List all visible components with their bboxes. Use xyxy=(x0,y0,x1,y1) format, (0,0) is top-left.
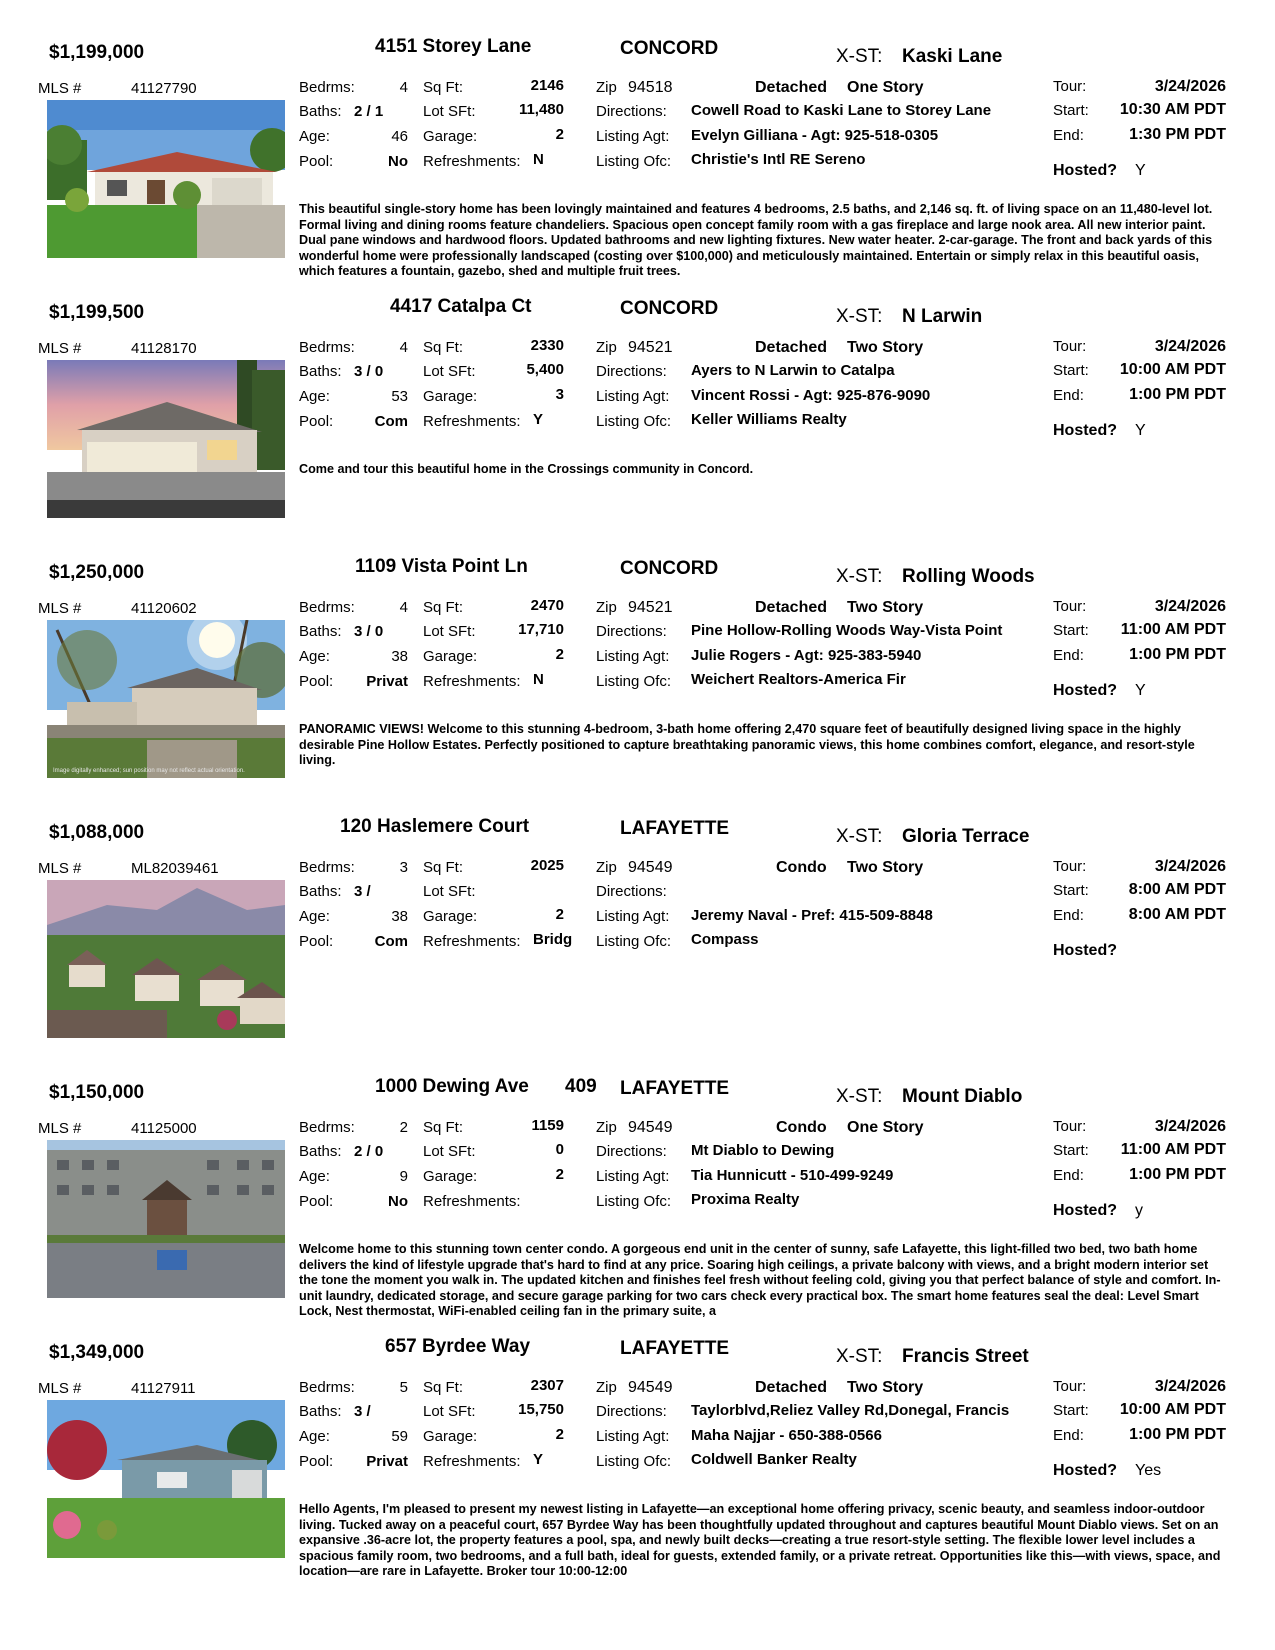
refreshments-label: Refreshments: xyxy=(423,153,521,170)
garage-label: Garage: xyxy=(423,648,478,665)
listing-price: $1,088,000 xyxy=(49,822,145,843)
listing-address: 4417 Catalpa Ct xyxy=(390,296,532,317)
age-value: 46 xyxy=(391,128,408,145)
refreshments-value: Bridg xyxy=(533,931,573,948)
hosted-label: Hosted? xyxy=(1053,1202,1117,1219)
listing-office-label: Listing Ofc: xyxy=(596,153,672,170)
lot-sqft-label: Lot SFt: xyxy=(423,363,476,380)
end-label: End: xyxy=(1053,647,1084,664)
lot-sqft-value: 11,480 xyxy=(518,101,564,118)
listing-city: LAFAYETTE xyxy=(620,1078,730,1099)
pool-value: Com xyxy=(374,413,408,430)
tour-date: 3/24/2026 xyxy=(1154,78,1226,95)
zip-value: 94549 xyxy=(628,1379,673,1396)
directions-label: Directions: xyxy=(596,363,667,380)
garage-value: 2 xyxy=(555,126,564,143)
start-label: Start: xyxy=(1053,882,1089,899)
directions-value: Pine Hollow-Rolling Woods Way-Vista Point xyxy=(691,622,1003,639)
listing-2 xyxy=(0,292,1275,552)
start-time: 8:00 AM PDT xyxy=(1128,881,1226,898)
mls-number: 41127911 xyxy=(131,1380,196,1397)
lot-sqft-value: 15,750 xyxy=(518,1401,564,1418)
end-label: End: xyxy=(1053,1167,1084,1184)
cross-street: Rolling Woods xyxy=(902,566,1035,587)
lot-sqft-label: Lot SFt: xyxy=(423,1403,476,1420)
property-type: Detached xyxy=(755,339,828,356)
listing-city: CONCORD xyxy=(620,298,719,319)
zip-value: 94518 xyxy=(628,79,673,96)
directions-value: Ayers to N Larwin to Catalpa xyxy=(691,362,895,379)
zip-value: 94549 xyxy=(628,1119,673,1136)
hosted-label: Hosted? xyxy=(1053,942,1117,959)
listing-agent-label: Listing Agt: xyxy=(596,128,670,145)
listing-price: $1,150,000 xyxy=(49,1082,145,1103)
listing-description: Hello Agents, I'm pleased to present my newest listing in Lafayette—an exceptional home offering privacy, scenic beauty, and seamless indoor-outdoor living. Tucked away on a peaceful court, 657 Byrdee Way has been thoughtfully updated throughout and captures beautiful Mount Diablo views. Set on an expansive .36-acre lot, the property features a pool, spa, and newly built decks—creating a true resort-style setting. The flexible lower level includes a spacious family room, two bedrooms, and a full bath, ideal for guests, extended family, or a private retreat. Opportunities like this—with views, space, and location—are rare in Lafayette. Broker tour 10:00-12:00 xyxy=(299,1502,1221,1579)
listing-agent-label: Listing Agt: xyxy=(596,1168,670,1185)
bedrooms-value: 2 xyxy=(399,1119,408,1136)
listing-address: 1000 Dewing Ave xyxy=(375,1076,529,1097)
bedrooms-value: 3 xyxy=(399,859,408,876)
refreshments-label: Refreshments: xyxy=(423,1453,521,1470)
baths-label: Baths: xyxy=(299,103,342,120)
cross-street-label: X-ST: xyxy=(836,1346,883,1367)
bedrooms-value: 4 xyxy=(399,339,408,356)
start-label: Start: xyxy=(1053,622,1089,639)
start-time: 11:00 AM PDT xyxy=(1120,1141,1226,1158)
sqft-label: Sq Ft: xyxy=(423,79,464,96)
directions-label: Directions: xyxy=(596,883,667,900)
sqft-label: Sq Ft: xyxy=(423,859,464,876)
tour-label: Tour: xyxy=(1053,858,1087,875)
listing-address: 4151 Storey Lane xyxy=(375,36,532,57)
listing-agent-value: Vincent Rossi - Agt: 925-876-9090 xyxy=(691,387,931,404)
pool-label: Pool: xyxy=(299,1453,334,1470)
listing-city: CONCORD xyxy=(620,38,719,59)
zip-label: Zip xyxy=(596,859,617,876)
pool-label: Pool: xyxy=(299,413,334,430)
start-time: 11:00 AM PDT xyxy=(1120,621,1226,638)
hosted-value: y xyxy=(1135,1202,1143,1219)
listing-5 xyxy=(0,1072,1275,1332)
mls-number: 41127790 xyxy=(131,80,197,97)
hosted-label: Hosted? xyxy=(1053,162,1117,179)
hosted-label: Hosted? xyxy=(1053,1462,1117,1479)
listing-agent-value: Evelyn Gilliana - Agt: 925-518-0305 xyxy=(691,127,939,144)
start-label: Start: xyxy=(1053,1402,1089,1419)
baths-label: Baths: xyxy=(299,363,342,380)
listing-office-value: Coldwell Banker Realty xyxy=(691,1451,857,1468)
age-label: Age: xyxy=(299,388,330,405)
tour-date: 3/24/2026 xyxy=(1154,598,1226,615)
bedrooms-label: Bedrms: xyxy=(299,859,355,876)
pool-label: Pool: xyxy=(299,673,334,690)
directions-value: Taylorblvd,Reliez Valley Rd,Donegal, Francis xyxy=(691,1402,1010,1419)
cross-street: Mount Diablo xyxy=(902,1086,1023,1107)
listing-office-label: Listing Ofc: xyxy=(596,413,672,430)
refreshments-value: N xyxy=(533,151,544,168)
listing-city: LAFAYETTE xyxy=(620,1338,730,1359)
lot-sqft-value: 0 xyxy=(555,1141,564,1158)
sqft-value: 2307 xyxy=(530,1377,564,1394)
lot-sqft-label: Lot SFt: xyxy=(423,103,476,120)
refreshments-label: Refreshments: xyxy=(423,413,521,430)
zip-label: Zip xyxy=(596,1119,617,1136)
hosted-label: Hosted? xyxy=(1053,422,1117,439)
mls-number: 41120602 xyxy=(131,600,197,617)
baths-label: Baths: xyxy=(299,1143,342,1160)
cross-street: Gloria Terrace xyxy=(902,826,1030,847)
listing-description: Welcome home to this stunning town center condo. A gorgeous end unit in the center of sunny, safe Lafayette, this light-filled two bed, two bath home delivers the kind of lifestyle upgrade that's hard to find at any price. Soaring high ceilings, a private balcony with views, and a bright modern interior set the tone the moment you walk in. The updated kitchen and finishes feel fresh without feeling cold, giving you that perfect balance of style and comfort. In-unit laundry, dedicated storage, and secure garage parking for two cars check every practical box. The smart home features seal the deal: Level Smart Lock, Nest thermostat, WiFi-enabled ceiling fan in the primary suite, a xyxy=(299,1242,1221,1319)
pool-value: No xyxy=(388,153,408,170)
refreshments-value: Y xyxy=(533,411,544,428)
baths-label: Baths: xyxy=(299,623,342,640)
garage-value: 2 xyxy=(555,646,564,663)
directions-label: Directions: xyxy=(596,1403,667,1420)
listing-4 xyxy=(0,812,1275,1072)
directions-value: Mt Diablo to Dewing xyxy=(691,1142,835,1159)
zip-value: 94549 xyxy=(628,859,673,876)
zip-value: 94521 xyxy=(628,339,673,356)
hosted-value: Y xyxy=(1135,422,1146,439)
lot-sqft-label: Lot SFt: xyxy=(423,1143,476,1160)
listing-address: 1109 Vista Point Ln xyxy=(355,556,528,577)
bedrooms-label: Bedrms: xyxy=(299,1379,355,1396)
zip-label: Zip xyxy=(596,599,617,616)
property-stories: Two Story xyxy=(847,1379,924,1396)
listing-office-label: Listing Ofc: xyxy=(596,933,672,950)
listing-agent-value: Maha Najjar - 650-388-0566 xyxy=(691,1427,882,1444)
listing-office-label: Listing Ofc: xyxy=(596,673,672,690)
sqft-label: Sq Ft: xyxy=(423,599,464,616)
age-value: 38 xyxy=(391,648,408,665)
property-type: Detached xyxy=(755,599,828,616)
age-value: 38 xyxy=(391,908,408,925)
directions-value: Cowell Road to Kaski Lane to Storey Lane xyxy=(691,102,992,119)
property-type: Detached xyxy=(755,79,828,96)
listing-price: $1,199,500 xyxy=(49,302,145,323)
pool-label: Pool: xyxy=(299,1193,334,1210)
mls-label: MLS # xyxy=(38,860,82,877)
listing-description: PANORAMIC VIEWS! Welcome to this stunning 4-bedroom, 3-bath home offering 2,470 square feet of beautifully designed living space in the highly desirable Pine Hollow Estates. Perfectly positioned to capture breathtaking panoramic views, this home combines comfort, elegance, and resort-style living. xyxy=(299,722,1195,768)
age-label: Age: xyxy=(299,648,330,665)
cross-street-label: X-ST: xyxy=(836,46,883,67)
garage-label: Garage: xyxy=(423,388,478,405)
tour-date: 3/24/2026 xyxy=(1154,338,1226,355)
tour-date: 3/24/2026 xyxy=(1154,1118,1226,1135)
pool-label: Pool: xyxy=(299,153,334,170)
sqft-label: Sq Ft: xyxy=(423,1119,464,1136)
end-label: End: xyxy=(1053,907,1084,924)
cross-street: Kaski Lane xyxy=(902,46,1003,67)
listing-photo xyxy=(47,360,285,518)
listing-price: $1,250,000 xyxy=(49,562,145,583)
zip-label: Zip xyxy=(596,339,617,356)
listing-agent-label: Listing Agt: xyxy=(596,648,670,665)
pool-value: No xyxy=(388,1193,408,1210)
sqft-value: 2146 xyxy=(530,77,564,94)
bedrooms-value: 4 xyxy=(399,599,408,616)
cross-street-label: X-ST: xyxy=(836,306,883,327)
sqft-value: 2330 xyxy=(530,337,564,354)
pool-value: Com xyxy=(374,933,408,950)
tour-label: Tour: xyxy=(1053,78,1087,95)
cross-street-label: X-ST: xyxy=(836,1086,883,1107)
listing-photo xyxy=(47,1140,285,1298)
garage-label: Garage: xyxy=(423,1168,478,1185)
baths-label: Baths: xyxy=(299,883,342,900)
start-time: 10:30 AM PDT xyxy=(1119,101,1226,118)
listing-photo xyxy=(47,1400,285,1558)
mls-label: MLS # xyxy=(38,340,82,357)
bedrooms-label: Bedrms: xyxy=(299,599,355,616)
zip-label: Zip xyxy=(596,1379,617,1396)
mls-number: 41125000 xyxy=(131,1120,197,1137)
end-time: 8:00 AM PDT xyxy=(1128,906,1226,923)
baths-value: 3 / xyxy=(354,1403,371,1420)
listing-agent-value: Tia Hunnicutt - 510-499-9249 xyxy=(691,1167,894,1184)
end-time: 1:00 PM PDT xyxy=(1129,646,1226,663)
listing-agent-value: Julie Rogers - Agt: 925-383-5940 xyxy=(691,647,922,664)
lot-sqft-value: 5,400 xyxy=(526,361,564,378)
garage-label: Garage: xyxy=(423,908,478,925)
listing-photo xyxy=(47,620,285,778)
hosted-value: Y xyxy=(1135,162,1146,179)
refreshments-label: Refreshments: xyxy=(423,1193,521,1210)
bedrooms-value: 4 xyxy=(399,79,408,96)
sqft-value: 2470 xyxy=(530,597,564,614)
age-label: Age: xyxy=(299,128,330,145)
end-label: End: xyxy=(1053,1427,1084,1444)
listing-description: This beautiful single-story home has been lovingly maintained and features 4 bedrooms, 2.5 baths, and 2,146 sq. ft. of living space on an 11,480-level lot. Formal living and dining rooms feature chandeliers. Spacious open concept family room with a gas fireplace and large nook area. All new interior paint. Dual pane windows and hardwood floors. Updated bathrooms and new lighting fixtures. New water heater. 2-car-garage. The front and back yards of this wonderful home were professionally landscaped (costing over $100,000) and meticulously maintained. Entertain or simply relax in this beautiful oasis, which features a fountain, gazebo, shed and multiple fruit trees. xyxy=(299,202,1213,279)
directions-label: Directions: xyxy=(596,1143,667,1160)
property-stories: One Story xyxy=(847,1119,924,1136)
listing-office-value: Compass xyxy=(691,931,759,948)
mls-label: MLS # xyxy=(38,600,82,617)
cross-street-label: X-ST: xyxy=(836,826,883,847)
bedrooms-label: Bedrms: xyxy=(299,1119,355,1136)
listing-office-value: Keller Williams Realty xyxy=(691,411,847,428)
mls-number: ML82039461 xyxy=(131,860,219,877)
listing-address: 120 Haslemere Court xyxy=(340,816,530,837)
property-stories: Two Story xyxy=(847,339,924,356)
pool-value: Privat xyxy=(366,1453,408,1470)
tour-date: 3/24/2026 xyxy=(1154,858,1226,875)
mls-number: 41128170 xyxy=(131,340,197,357)
listing-agent-label: Listing Agt: xyxy=(596,388,670,405)
age-label: Age: xyxy=(299,1168,330,1185)
listing-office-label: Listing Ofc: xyxy=(596,1453,672,1470)
garage-value: 2 xyxy=(555,1426,564,1443)
cross-street-label: X-ST: xyxy=(836,566,883,587)
listing-office-value: Proxima Realty xyxy=(691,1191,800,1208)
end-time: 1:00 PM PDT xyxy=(1129,1426,1226,1443)
tour-label: Tour: xyxy=(1053,1118,1087,1135)
listing-agent-value: Jeremy Naval - Pref: 415-509-8848 xyxy=(691,907,933,924)
baths-value: 3 / 0 xyxy=(354,623,384,640)
listing-3 xyxy=(0,552,1275,812)
refreshments-label: Refreshments: xyxy=(423,933,521,950)
lot-sqft-label: Lot SFt: xyxy=(423,883,476,900)
listing-office-label: Listing Ofc: xyxy=(596,1193,672,1210)
garage-value: 2 xyxy=(555,1166,564,1183)
end-time: 1:00 PM PDT xyxy=(1129,386,1226,403)
age-label: Age: xyxy=(299,908,330,925)
age-value: 59 xyxy=(391,1428,408,1445)
baths-value: 2 / 1 xyxy=(354,103,384,120)
lot-sqft-label: Lot SFt: xyxy=(423,623,476,640)
lot-sqft-value: 17,710 xyxy=(518,621,564,638)
listing-price: $1,199,000 xyxy=(49,42,145,63)
baths-value: 2 / 0 xyxy=(354,1143,384,1160)
bedrooms-value: 5 xyxy=(399,1379,408,1396)
age-label: Age: xyxy=(299,1428,330,1445)
sqft-label: Sq Ft: xyxy=(423,1379,464,1396)
start-time: 10:00 AM PDT xyxy=(1119,361,1226,378)
garage-value: 2 xyxy=(555,906,564,923)
listing-1 xyxy=(0,32,1275,292)
baths-label: Baths: xyxy=(299,1403,342,1420)
end-label: End: xyxy=(1053,127,1084,144)
tour-label: Tour: xyxy=(1053,1378,1087,1395)
property-type: Condo xyxy=(776,859,827,876)
baths-value: 3 / xyxy=(354,883,371,900)
listing-description: Come and tour this beautiful home in the Crossings community in Concord. xyxy=(299,462,754,476)
pool-label: Pool: xyxy=(299,933,334,950)
listing-photo xyxy=(47,880,285,1038)
start-label: Start: xyxy=(1053,362,1089,379)
tour-date: 3/24/2026 xyxy=(1154,1378,1226,1395)
end-label: End: xyxy=(1053,387,1084,404)
hosted-value: Yes xyxy=(1135,1462,1162,1479)
listing-agent-label: Listing Agt: xyxy=(596,908,670,925)
mls-label: MLS # xyxy=(38,1120,82,1137)
listing-6 xyxy=(0,1332,1275,1592)
hosted-label: Hosted? xyxy=(1053,682,1117,699)
age-value: 9 xyxy=(399,1168,408,1185)
zip-label: Zip xyxy=(596,79,617,96)
listing-address: 657 Byrdee Way xyxy=(385,1336,531,1357)
property-stories: Two Story xyxy=(847,599,924,616)
baths-value: 3 / 0 xyxy=(354,363,384,380)
tour-label: Tour: xyxy=(1053,598,1087,615)
cross-street: Francis Street xyxy=(902,1346,1029,1367)
hosted-value: Y xyxy=(1135,682,1146,699)
refreshments-value: Y xyxy=(533,1451,544,1468)
sqft-label: Sq Ft: xyxy=(423,339,464,356)
mls-label: MLS # xyxy=(38,1380,82,1397)
refreshments-label: Refreshments: xyxy=(423,673,521,690)
property-stories: Two Story xyxy=(847,859,924,876)
garage-label: Garage: xyxy=(423,128,478,145)
zip-value: 94521 xyxy=(628,599,673,616)
listing-city: LAFAYETTE xyxy=(620,818,730,839)
property-type: Detached xyxy=(755,1379,828,1396)
directions-label: Directions: xyxy=(596,623,667,640)
photo-note: Image digitally enhanced; sun position may not reflect actual orientation. xyxy=(53,768,245,774)
listing-price: $1,349,000 xyxy=(49,1342,145,1363)
end-time: 1:00 PM PDT xyxy=(1129,1166,1226,1183)
bedrooms-label: Bedrms: xyxy=(299,79,355,96)
property-stories: One Story xyxy=(847,79,924,96)
refreshments-value: N xyxy=(533,671,544,688)
mls-label: MLS # xyxy=(38,80,82,97)
listing-photo xyxy=(47,100,285,258)
age-value: 53 xyxy=(391,388,408,405)
start-label: Start: xyxy=(1053,102,1089,119)
sqft-value: 2025 xyxy=(530,857,564,874)
listing-office-value: Christie's Intl RE Sereno xyxy=(691,151,866,168)
garage-label: Garage: xyxy=(423,1428,478,1445)
start-label: Start: xyxy=(1053,1142,1089,1159)
bedrooms-label: Bedrms: xyxy=(299,339,355,356)
listing-unit: 409 xyxy=(565,1076,597,1097)
property-type: Condo xyxy=(776,1119,827,1136)
end-time: 1:30 PM PDT xyxy=(1129,126,1226,143)
garage-value: 3 xyxy=(555,386,564,403)
listing-city: CONCORD xyxy=(620,558,719,579)
start-time: 10:00 AM PDT xyxy=(1119,1401,1226,1418)
cross-street: N Larwin xyxy=(902,306,983,327)
tour-label: Tour: xyxy=(1053,338,1087,355)
pool-value: Privat xyxy=(366,673,408,690)
directions-label: Directions: xyxy=(596,103,667,120)
listing-office-value: Weichert Realtors-America Fir xyxy=(691,671,906,688)
listing-agent-label: Listing Agt: xyxy=(596,1428,670,1445)
sqft-value: 1159 xyxy=(531,1117,564,1134)
